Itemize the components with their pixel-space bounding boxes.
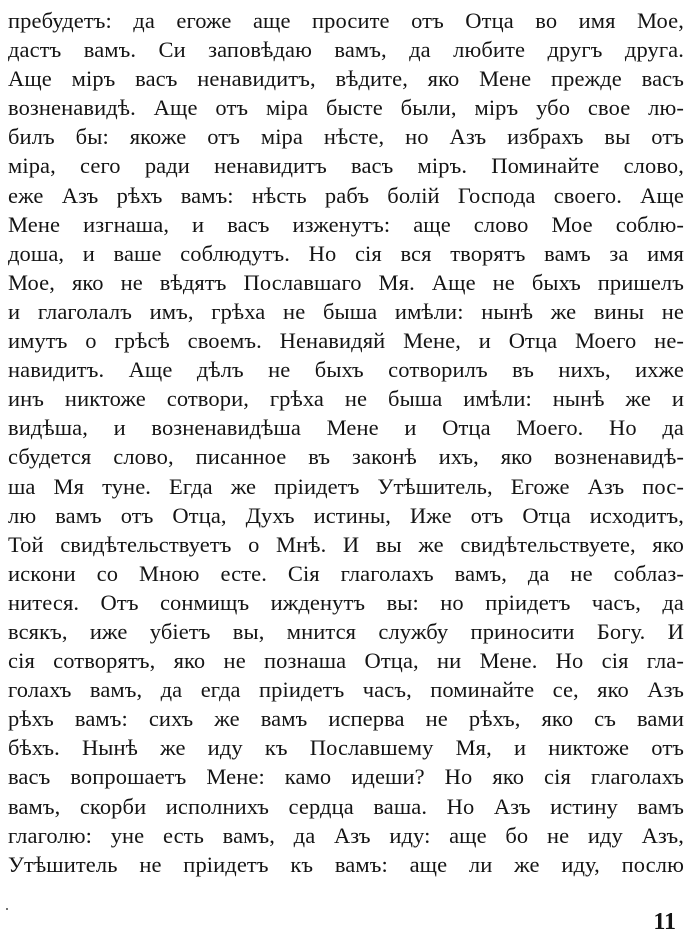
- text-line: васъ вопрошаетъ Мене: камо идеши? Но яко сія глаголахъ: [8, 764, 684, 790]
- text-line: навидитъ. Аще дѣлъ не быхъ сотворилъ въ нихъ, ихже: [8, 357, 684, 383]
- text-line: сія сотворятъ, яко не познаша Отца, ни Мене. Но сія гла-: [8, 648, 684, 674]
- text-line: пребудетъ: да егоже аще просите отъ Отца во имя Мое,: [8, 8, 684, 33]
- text-line: Мене изгнаша, и васъ изженутъ: аще слово Мое соблю-: [8, 211, 684, 237]
- text-line: Мое, яко не вѣдятъ Пославшаго Мя. Аще не быхъ пришелъ: [8, 269, 684, 295]
- text-line: сбудется слово, писанное въ законѣ ихъ, яко возненавидѣ-: [8, 444, 684, 470]
- text-line: рѣхъ вамъ: сихъ же вамъ исперва не рѣхъ, яко съ вами: [8, 706, 684, 732]
- text-line: бѣхъ. Нынѣ же иду къ Пославшему Мя, и никтоже отъ: [8, 735, 684, 761]
- text-line: видѣша, и возненавидѣша Мене и Отца Моего. Но да: [8, 415, 684, 441]
- text-line: и глаголалъ имъ, грѣха не быша имѣли: нынѣ же вины не: [8, 298, 684, 324]
- text-line: доша, и ваше соблюдутъ. Но сія вся творятъ вамъ за имя: [8, 240, 684, 266]
- page-number: 11: [653, 909, 676, 935]
- text-line: всякъ, иже убіетъ вы, мнится службу приносити Богу. И: [8, 618, 684, 644]
- text-line: вамъ, скорби исполнихъ сердца ваша. Но Азъ истину вамъ: [8, 793, 684, 819]
- text-line: ша Мя туне. Егда же пріидетъ Утѣшитель, Егоже Азъ пос-: [8, 473, 684, 499]
- text-line: еже Азъ рѣхъ вамъ: нѣсть рабъ болій Господа своего. Аще: [8, 182, 684, 208]
- text-line: искони со Мною есте. Сія глаголахъ вамъ, да не соблаз-: [8, 560, 684, 586]
- text-line: Аще міръ васъ ненавидитъ, вѣдите, яко Мене прежде васъ: [8, 66, 684, 92]
- body-text: [8, 6, 684, 879]
- text-line: возненавидѣ. Аще отъ міра бысте были, міръ убо свое лю-: [8, 95, 684, 121]
- text-line: дастъ вамъ. Си заповѣдаю вамъ, да любите другъ друга.: [8, 37, 684, 63]
- text-line: инъ никтоже сотвори, грѣха не быша имѣли: нынѣ же и: [8, 386, 684, 412]
- text-line: билъ бы: якоже отъ міра нѣсте, но Азъ избрахъ вы отъ: [8, 124, 684, 150]
- text-line: Утѣшитель не пріидетъ къ вамъ: аще ли же иду, послю: [8, 851, 684, 877]
- text-line: нитеся. Отъ сонмищъ ижденутъ вы: но пріидетъ часъ, да: [8, 589, 684, 615]
- text-line: имутъ о грѣсѣ своемъ. Ненавидяй Мене, и Отца Моего не-: [8, 328, 684, 354]
- text-line: міра, сего ради ненавидитъ васъ міръ. Поминайте слово,: [8, 153, 684, 179]
- text-line: глаголю: уне есть вамъ, да Азъ иду: аще бо не иду Азъ,: [8, 822, 684, 848]
- text-line: голахъ вамъ, да егда пріидетъ часъ, поминайте се, яко Азъ: [8, 677, 684, 703]
- print-speck: [6, 908, 8, 910]
- text-line: Той свидѣтельствуетъ о Мнѣ. И вы же свидѣтельствуете, яко: [8, 531, 684, 557]
- text-line: лю вамъ отъ Отца, Духъ истины, Иже отъ Отца исходитъ,: [8, 502, 684, 528]
